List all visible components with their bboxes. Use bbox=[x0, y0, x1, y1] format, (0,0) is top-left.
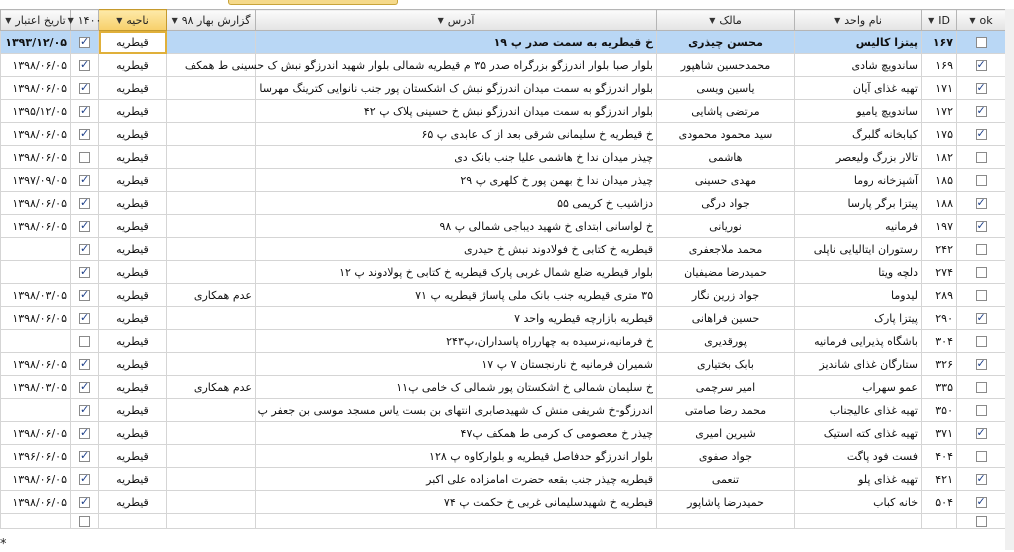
report-cell[interactable] bbox=[167, 422, 256, 445]
unit-cell[interactable]: پیتزا کالیس bbox=[795, 31, 922, 54]
unit-cell[interactable]: عمو سهراب bbox=[795, 376, 922, 399]
checkbox-ok-cell[interactable] bbox=[957, 123, 1006, 146]
owner-cell[interactable]: سید محمود محمودی bbox=[657, 123, 795, 146]
checked-checkbox[interactable] bbox=[79, 37, 90, 48]
col-header-label: مالک bbox=[719, 13, 742, 27]
report-cell[interactable] bbox=[167, 468, 256, 491]
new-record-cell[interactable] bbox=[795, 514, 922, 529]
address-cell[interactable]: بلوار اندرزگو به سمت میدان اندرزگو نبش ک اشکستان پور جنب نانوایی کترینگ مهرسا bbox=[256, 77, 657, 100]
toolbar-strip bbox=[0, 0, 1014, 9]
col-header-1400[interactable] bbox=[67, 10, 102, 31]
table-row[interactable] bbox=[1, 261, 1006, 284]
checked-checkbox[interactable] bbox=[976, 221, 987, 232]
report-cell[interactable] bbox=[167, 169, 256, 192]
id-cell[interactable]: ۲۸۹ bbox=[922, 284, 957, 307]
checked-checkbox[interactable] bbox=[79, 175, 90, 186]
checked-checkbox[interactable] bbox=[976, 428, 987, 439]
report-cell[interactable] bbox=[167, 238, 256, 261]
address-cell[interactable]: اندرزگو-خ شریفی منش ک شهیدصابری انتهای بن بست یاس مسجد موسی بن جعفر پ bbox=[256, 399, 657, 422]
checked-checkbox[interactable] bbox=[79, 244, 90, 255]
owner-cell[interactable]: تنعمی bbox=[657, 468, 795, 491]
owner-cell[interactable]: بابک بختیاری bbox=[657, 353, 795, 376]
checked-checkbox[interactable] bbox=[79, 221, 90, 232]
checkbox-1400-cell[interactable] bbox=[71, 123, 99, 146]
checkbox-1400-cell[interactable] bbox=[71, 330, 99, 353]
owner-cell[interactable]: جواد درگی bbox=[657, 192, 795, 215]
address-cell[interactable]: بلوار اندرزگو به سمت میدان اندرزگو نبش خ حسینی پلاک پ ۴۲ bbox=[256, 100, 657, 123]
new-record-cell[interactable] bbox=[99, 514, 167, 529]
col-header-label: تاریخ اعتبار bbox=[15, 13, 66, 27]
checked-checkbox[interactable] bbox=[79, 359, 90, 370]
table-row[interactable] bbox=[1, 238, 1006, 261]
unit-cell[interactable]: تهیه غذای کته استیک bbox=[795, 422, 922, 445]
region-cell[interactable]: قیطریه bbox=[99, 468, 167, 491]
checkbox-ok-cell[interactable] bbox=[957, 215, 1006, 238]
col-header-label: ۱۴۰۰ bbox=[77, 13, 102, 27]
region-cell[interactable]: قیطریه bbox=[99, 31, 167, 54]
region-cell[interactable]: قیطریه bbox=[99, 77, 167, 100]
region-cell[interactable]: قیطریه bbox=[99, 422, 167, 445]
unchecked-checkbox[interactable] bbox=[79, 336, 90, 347]
region-cell[interactable]: قیطریه bbox=[99, 491, 167, 514]
address-cell[interactable]: قیطریه خ کتابی خ فولادوند نبش خ حیدری bbox=[256, 238, 657, 261]
table-row[interactable] bbox=[1, 169, 1006, 192]
region-cell[interactable]: قیطریه bbox=[99, 215, 167, 238]
address-cell[interactable]: بلوار قیطریه ضلع شمال غربی پارک قیطریه خ کتابی خ پولادوند پ ۱۲ bbox=[256, 261, 657, 284]
region-cell[interactable]: قیطریه bbox=[99, 192, 167, 215]
owner-cell[interactable]: حسین فراهانی bbox=[657, 307, 795, 330]
col-header-unit[interactable] bbox=[795, 10, 922, 31]
date-cell[interactable]: ۱۳۹۸/۰۶/۰۵ bbox=[1, 215, 71, 238]
table-row[interactable] bbox=[1, 31, 1006, 54]
owner-cell[interactable]: جواد زرین نگار bbox=[657, 284, 795, 307]
owner-cell[interactable]: شیرین امیری bbox=[657, 422, 795, 445]
table-row[interactable] bbox=[1, 192, 1006, 215]
address-cell[interactable]: خ سلیمان شمالی خ اشکستان پور شمالی ک خامی پ۱۱ bbox=[256, 376, 657, 399]
unit-cell[interactable]: دلچه ویتا bbox=[795, 261, 922, 284]
id-cell[interactable]: ۲۷۴ bbox=[922, 261, 957, 284]
owner-cell[interactable]: جواد صفوی bbox=[657, 445, 795, 468]
date-cell[interactable]: ۱۳۹۸/۰۶/۰۵ bbox=[1, 307, 71, 330]
unchecked-checkbox[interactable] bbox=[976, 244, 987, 255]
report-cell[interactable] bbox=[167, 123, 256, 146]
id-cell[interactable]: ۱۷۱ bbox=[922, 77, 957, 100]
date-cell[interactable]: ۱۳۹۷/۰۹/۰۵ bbox=[1, 169, 71, 192]
region-cell[interactable]: قیطریه bbox=[99, 146, 167, 169]
col-header-label: ID bbox=[938, 13, 950, 27]
id-cell[interactable]: ۳۲۶ bbox=[922, 353, 957, 376]
checked-checkbox[interactable] bbox=[79, 382, 90, 393]
col-header-report[interactable] bbox=[167, 10, 256, 31]
table-row[interactable] bbox=[1, 445, 1006, 468]
checked-checkbox[interactable] bbox=[79, 129, 90, 140]
unit-cell[interactable]: باشگاه پذیرایی فرمانیه bbox=[795, 330, 922, 353]
report-cell[interactable] bbox=[167, 31, 256, 54]
unchecked-checkbox[interactable] bbox=[976, 451, 987, 462]
owner-cell[interactable]: امیر سرچمی bbox=[657, 376, 795, 399]
report-cell[interactable] bbox=[167, 100, 256, 123]
checkbox-ok-cell[interactable] bbox=[957, 307, 1006, 330]
checkbox-1400-cell[interactable] bbox=[71, 468, 99, 491]
id-cell[interactable]: ۱۸۵ bbox=[922, 169, 957, 192]
checkbox-1400-cell[interactable] bbox=[71, 146, 99, 169]
report-cell[interactable] bbox=[167, 261, 256, 284]
col-header-label: گزارش بهار ۹۸ bbox=[181, 13, 251, 27]
id-cell[interactable]: ۲۹۰ bbox=[922, 307, 957, 330]
col-header-region[interactable] bbox=[99, 10, 167, 31]
unit-cell[interactable]: پیتزا پارک bbox=[795, 307, 922, 330]
checked-checkbox[interactable] bbox=[976, 313, 987, 324]
unit-cell[interactable]: کبابخانه گلبرگ bbox=[795, 123, 922, 146]
table-row[interactable] bbox=[1, 54, 1006, 77]
checkbox-ok-cell[interactable] bbox=[957, 491, 1006, 514]
table-row[interactable] bbox=[1, 399, 1006, 422]
checkbox-ok-cell[interactable] bbox=[957, 353, 1006, 376]
checkbox-1400-cell[interactable] bbox=[71, 422, 99, 445]
table-row[interactable] bbox=[1, 376, 1006, 399]
report-cell[interactable] bbox=[167, 399, 256, 422]
checked-checkbox[interactable] bbox=[79, 198, 90, 209]
checkbox-ok-cell[interactable] bbox=[957, 330, 1006, 353]
new-record-cell[interactable] bbox=[922, 514, 957, 529]
address-cell[interactable]: خ قیطریه به سمت صدر پ ۱۹ bbox=[256, 31, 657, 54]
report-cell[interactable] bbox=[167, 353, 256, 376]
new-record-cell[interactable] bbox=[957, 514, 1006, 529]
address-cell[interactable]: خ لواسانی ابتدای خ شهید دیباجی شمالی پ ۹۸ bbox=[256, 215, 657, 238]
owner-cell[interactable]: نوریانی bbox=[657, 215, 795, 238]
checked-checkbox[interactable] bbox=[976, 198, 987, 209]
address-cell[interactable]: خ فرمانیه،نرسیده به چهارراه پاسداران،پ۲۴۳ bbox=[256, 330, 657, 353]
datasheet-table bbox=[0, 9, 1006, 529]
checked-checkbox[interactable] bbox=[976, 106, 987, 117]
checkbox-1400-cell[interactable] bbox=[71, 215, 99, 238]
owner-cell[interactable]: محمدحسین شاهپور bbox=[657, 54, 795, 77]
dropdown-arrow-icon[interactable]: ▼ bbox=[834, 15, 841, 25]
dropdown-arrow-icon[interactable]: ▼ bbox=[709, 15, 716, 25]
header-row bbox=[1, 10, 1006, 31]
date-cell[interactable]: ۱۳۹۸/۰۶/۰۵ bbox=[1, 192, 71, 215]
unit-cell[interactable]: تهیه غذای آیان bbox=[795, 77, 922, 100]
region-cell[interactable]: قیطریه bbox=[99, 100, 167, 123]
unit-cell[interactable]: تالار بزرگ ولیعصر bbox=[795, 146, 922, 169]
address-cell[interactable]: قیطریه بازارچه قیطریه واحد ۷ bbox=[256, 307, 657, 330]
checked-checkbox[interactable] bbox=[79, 83, 90, 94]
unchecked-checkbox[interactable] bbox=[79, 516, 90, 527]
date-cell[interactable]: ۱۳۹۵/۱۲/۰۵ bbox=[1, 100, 71, 123]
unchecked-checkbox[interactable] bbox=[976, 516, 987, 527]
owner-cell[interactable]: هاشمی bbox=[657, 146, 795, 169]
address-cell[interactable]: چیذر میدان ندا خ بهمن پور خ کلهری پ ۲۹ bbox=[256, 169, 657, 192]
checkbox-ok-cell[interactable] bbox=[957, 192, 1006, 215]
id-cell[interactable]: ۲۴۲ bbox=[922, 238, 957, 261]
sort-icon[interactable]: ▼ bbox=[928, 15, 935, 25]
unit-cell[interactable]: پیتزا برگر پارسا bbox=[795, 192, 922, 215]
unit-cell[interactable]: تهیه غذای عالیجناب bbox=[795, 399, 922, 422]
date-cell[interactable]: ۱۳۹۸/۰۶/۰۵ bbox=[1, 54, 71, 77]
table-row[interactable] bbox=[1, 491, 1006, 514]
dropdown-arrow-icon[interactable]: ▼ bbox=[171, 15, 178, 25]
region-cell[interactable]: قیطریه bbox=[99, 123, 167, 146]
id-cell[interactable]: ۱۷۵ bbox=[922, 123, 957, 146]
report-cell[interactable] bbox=[167, 215, 256, 238]
checkbox-1400-cell[interactable] bbox=[71, 261, 99, 284]
ribbon-tab-edge[interactable] bbox=[228, 0, 398, 5]
table-row[interactable] bbox=[1, 468, 1006, 491]
new-record-cell[interactable] bbox=[71, 514, 99, 529]
table-row[interactable] bbox=[1, 422, 1006, 445]
checkbox-1400-cell[interactable] bbox=[71, 31, 99, 54]
address-cell[interactable]: ۳۵ متری قیطریه جنب بانک ملی پاساژ قیطریه پ ۷۱ bbox=[256, 284, 657, 307]
address-cell[interactable]: دزاشیب خ کریمی ۵۵ bbox=[256, 192, 657, 215]
date-cell[interactable] bbox=[1, 330, 71, 353]
checked-checkbox[interactable] bbox=[79, 313, 90, 324]
new-record-row[interactable] bbox=[1, 514, 1006, 529]
checked-checkbox[interactable] bbox=[976, 497, 987, 508]
checked-checkbox[interactable] bbox=[79, 428, 90, 439]
region-cell[interactable]: قیطریه bbox=[99, 284, 167, 307]
date-cell[interactable]: ۱۳۹۸/۰۶/۰۵ bbox=[1, 77, 71, 100]
region-cell[interactable]: قیطریه bbox=[99, 376, 167, 399]
address-cell[interactable]: قیطریه چیذر جنب بقعه حضرت امامزاده علی اکبر bbox=[256, 468, 657, 491]
checkbox-1400-cell[interactable] bbox=[71, 192, 99, 215]
id-cell[interactable]: ۱۶۹ bbox=[922, 54, 957, 77]
checkbox-ok-cell[interactable] bbox=[957, 468, 1006, 491]
address-cell[interactable]: قیطریه خ شهیدسلیمانی غربی خ حکمت پ ۷۴ bbox=[256, 491, 657, 514]
unchecked-checkbox[interactable] bbox=[976, 267, 987, 278]
checkbox-ok-cell[interactable] bbox=[957, 445, 1006, 468]
checked-checkbox[interactable] bbox=[79, 405, 90, 416]
unit-cell[interactable]: ساندویچ یامیو bbox=[795, 100, 922, 123]
report-cell[interactable]: عدم همکاری bbox=[167, 376, 256, 399]
owner-cell[interactable]: محمد رضا صامتی bbox=[657, 399, 795, 422]
checkbox-ok-cell[interactable] bbox=[957, 261, 1006, 284]
checked-checkbox[interactable] bbox=[976, 60, 987, 71]
checkbox-1400-cell[interactable] bbox=[71, 445, 99, 468]
address-cell[interactable]: بلوار اندرزگو حدفاصل قیطریه و بلوارکاوه پ ۱۲۸ bbox=[256, 445, 657, 468]
id-cell[interactable]: ۳۰۴ bbox=[922, 330, 957, 353]
date-cell[interactable]: ۱۳۹۸/۰۶/۰۵ bbox=[1, 353, 71, 376]
col-header-label: ناحیه bbox=[126, 13, 149, 27]
unit-cell[interactable]: رستوران ایتالیایی ناپلی bbox=[795, 238, 922, 261]
date-cell[interactable]: ۱۳۹۸/۰۳/۰۵ bbox=[1, 376, 71, 399]
unchecked-checkbox[interactable] bbox=[79, 152, 90, 163]
col-header-label: ok bbox=[979, 13, 993, 27]
unchecked-checkbox[interactable] bbox=[976, 290, 987, 301]
id-cell[interactable]: ۱۸۸ bbox=[922, 192, 957, 215]
address-cell[interactable]: چیذر میدان ندا خ هاشمی علیا جنب بانک دی bbox=[256, 146, 657, 169]
date-cell[interactable]: ۱۳۹۸/۰۶/۰۵ bbox=[1, 468, 71, 491]
unit-cell[interactable]: فرمانیه bbox=[795, 215, 922, 238]
unchecked-checkbox[interactable] bbox=[976, 382, 987, 393]
owner-cell[interactable]: یاسین ویسی bbox=[657, 77, 795, 100]
dropdown-arrow-icon[interactable]: ▼ bbox=[67, 15, 74, 25]
region-cell[interactable]: قیطریه bbox=[99, 307, 167, 330]
checkbox-ok-cell[interactable] bbox=[957, 238, 1006, 261]
table-row[interactable] bbox=[1, 353, 1006, 376]
date-cell[interactable] bbox=[1, 238, 71, 261]
checkbox-ok-cell[interactable] bbox=[957, 284, 1006, 307]
checkbox-1400-cell[interactable] bbox=[71, 353, 99, 376]
table-row[interactable] bbox=[1, 100, 1006, 123]
unit-cell[interactable]: ساندویچ شادی bbox=[795, 54, 922, 77]
report-cell[interactable] bbox=[167, 491, 256, 514]
table-row[interactable] bbox=[1, 77, 1006, 100]
dropdown-arrow-icon[interactable]: ▼ bbox=[437, 15, 444, 25]
id-cell[interactable]: ۳۵۰ bbox=[922, 399, 957, 422]
checkbox-1400-cell[interactable] bbox=[71, 491, 99, 514]
col-header-date[interactable] bbox=[1, 10, 71, 31]
new-record-cell[interactable] bbox=[1, 514, 71, 529]
unchecked-checkbox[interactable] bbox=[976, 336, 987, 347]
vertical-scrollbar[interactable] bbox=[1005, 9, 1014, 550]
checkbox-ok-cell[interactable] bbox=[957, 399, 1006, 422]
unit-cell[interactable]: خانه کباب bbox=[795, 491, 922, 514]
owner-cell[interactable]: محمد ملاجعفری bbox=[657, 238, 795, 261]
checkbox-ok-cell[interactable] bbox=[957, 77, 1006, 100]
date-cell[interactable]: ۱۳۹۶/۰۶/۰۵ bbox=[1, 445, 71, 468]
id-cell[interactable]: ۴۰۴ bbox=[922, 445, 957, 468]
checked-checkbox[interactable] bbox=[79, 497, 90, 508]
region-cell[interactable]: قیطریه bbox=[99, 399, 167, 422]
owner-cell[interactable]: حمیدرضا مضیفیان bbox=[657, 261, 795, 284]
id-cell[interactable]: ۳۳۵ bbox=[922, 376, 957, 399]
checked-checkbox[interactable] bbox=[79, 60, 90, 71]
checked-checkbox[interactable] bbox=[976, 359, 987, 370]
table-row[interactable] bbox=[1, 307, 1006, 330]
id-cell[interactable]: ۳۷۱ bbox=[922, 422, 957, 445]
address-cell[interactable]: شمیران فرمانیه خ نارنجستان ۷ پ ۱۷ bbox=[256, 353, 657, 376]
checked-checkbox[interactable] bbox=[976, 83, 987, 94]
region-cell[interactable]: قیطریه bbox=[99, 353, 167, 376]
checkbox-ok-cell[interactable] bbox=[957, 100, 1006, 123]
col-header-label: آدرس bbox=[447, 13, 475, 27]
unit-cell[interactable]: تهیه غذای پلو bbox=[795, 468, 922, 491]
checkbox-1400-cell[interactable] bbox=[71, 376, 99, 399]
checkbox-1400-cell[interactable] bbox=[71, 77, 99, 100]
id-cell[interactable]: ۵۰۴ bbox=[922, 491, 957, 514]
checkbox-1400-cell[interactable] bbox=[71, 100, 99, 123]
col-header-id[interactable] bbox=[922, 10, 957, 31]
region-cell[interactable]: قیطریه bbox=[99, 445, 167, 468]
report-cell[interactable] bbox=[167, 146, 256, 169]
address-cell[interactable]: چیذر خ معصومی ک کرمی ط همکف پ۴۷ bbox=[256, 422, 657, 445]
region-cell[interactable]: قیطریه bbox=[99, 169, 167, 192]
date-cell[interactable]: ۱۳۹۸/۰۶/۰۵ bbox=[1, 123, 71, 146]
unit-cell[interactable]: لیدوما bbox=[795, 284, 922, 307]
unit-cell[interactable]: آشپزخانه روما bbox=[795, 169, 922, 192]
new-record-cell[interactable] bbox=[256, 514, 657, 529]
id-cell[interactable]: ۴۲۱ bbox=[922, 468, 957, 491]
checked-checkbox[interactable] bbox=[976, 129, 987, 140]
new-record-cell[interactable] bbox=[657, 514, 795, 529]
table-row[interactable] bbox=[1, 284, 1006, 307]
unit-cell[interactable]: فست فود پاگت bbox=[795, 445, 922, 468]
unchecked-checkbox[interactable] bbox=[976, 405, 987, 416]
report-cell[interactable] bbox=[167, 445, 256, 468]
col-header-ok[interactable] bbox=[957, 10, 1006, 31]
owner-cell[interactable]: حمیدرضا پاشاپور bbox=[657, 491, 795, 514]
checkbox-ok-cell[interactable] bbox=[957, 376, 1006, 399]
report-cell[interactable]: عدم همکاری bbox=[167, 284, 256, 307]
col-header-address[interactable] bbox=[256, 10, 657, 31]
filter-icon[interactable]: ▼ bbox=[116, 15, 123, 25]
checked-checkbox[interactable] bbox=[79, 474, 90, 485]
checkbox-1400-cell[interactable] bbox=[71, 284, 99, 307]
checkbox-1400-cell[interactable] bbox=[71, 307, 99, 330]
checkbox-1400-cell[interactable] bbox=[71, 54, 99, 77]
checkbox-1400-cell[interactable] bbox=[71, 169, 99, 192]
checkbox-ok-cell[interactable] bbox=[957, 169, 1006, 192]
date-cell[interactable]: ۱۳۹۳/۱۲/۰۵ bbox=[1, 31, 71, 54]
report-cell[interactable] bbox=[167, 77, 256, 100]
datasheet-grid bbox=[0, 9, 1014, 550]
unit-cell[interactable]: ستارگان غذای شاندیز bbox=[795, 353, 922, 376]
date-cell[interactable]: ۱۳۹۸/۰۶/۰۵ bbox=[1, 146, 71, 169]
checked-checkbox[interactable] bbox=[976, 474, 987, 485]
date-cell[interactable] bbox=[1, 399, 71, 422]
table-row[interactable] bbox=[1, 146, 1006, 169]
col-header-label: نام واحد bbox=[844, 13, 882, 27]
region-cell[interactable]: قیطریه bbox=[99, 330, 167, 353]
table-row[interactable] bbox=[1, 123, 1006, 146]
id-cell[interactable]: ۱۶۷ bbox=[922, 31, 957, 54]
checkbox-1400-cell[interactable] bbox=[71, 238, 99, 261]
region-cell[interactable]: قیطریه bbox=[99, 261, 167, 284]
region-cell[interactable]: قیطریه bbox=[99, 238, 167, 261]
dropdown-arrow-icon[interactable]: ▼ bbox=[5, 15, 12, 25]
owner-cell[interactable]: مهدی حسینی bbox=[657, 169, 795, 192]
checkbox-ok-cell[interactable] bbox=[957, 54, 1006, 77]
checkbox-ok-cell[interactable] bbox=[957, 31, 1006, 54]
checkbox-1400-cell[interactable] bbox=[71, 399, 99, 422]
owner-cell[interactable]: محسن چیذری bbox=[657, 31, 795, 54]
id-cell[interactable]: ۱۸۲ bbox=[922, 146, 957, 169]
date-cell[interactable] bbox=[1, 261, 71, 284]
id-cell[interactable]: ۱۷۲ bbox=[922, 100, 957, 123]
new-record-marker: * bbox=[0, 537, 7, 552]
checked-checkbox[interactable] bbox=[79, 106, 90, 117]
table-body bbox=[1, 31, 1006, 529]
address-cell[interactable]: بلوار صبا بلوار اندرزگو بزرگراه صدر ۳۵ م قیطریه شمالی بلوار شهید اندرزگو نبش ک حسینی ط همکف bbox=[256, 54, 657, 77]
unchecked-checkbox[interactable] bbox=[976, 152, 987, 163]
checked-checkbox[interactable] bbox=[79, 267, 90, 278]
region-cell[interactable]: قیطریه bbox=[99, 54, 167, 77]
id-cell[interactable]: ۱۹۷ bbox=[922, 215, 957, 238]
checked-checkbox[interactable] bbox=[79, 290, 90, 301]
date-cell[interactable]: ۱۳۹۸/۰۶/۰۵ bbox=[1, 491, 71, 514]
col-header-owner[interactable] bbox=[657, 10, 795, 31]
checkbox-ok-cell[interactable] bbox=[957, 146, 1006, 169]
date-cell[interactable]: ۱۳۹۸/۰۳/۰۵ bbox=[1, 284, 71, 307]
checkbox-ok-cell[interactable] bbox=[957, 422, 1006, 445]
unchecked-checkbox[interactable] bbox=[976, 37, 987, 48]
owner-cell[interactable]: پورقدیری bbox=[657, 330, 795, 353]
report-cell[interactable] bbox=[167, 307, 256, 330]
owner-cell[interactable]: مرتضی پاشایی bbox=[657, 100, 795, 123]
table-row[interactable] bbox=[1, 215, 1006, 238]
dropdown-arrow-icon[interactable]: ▼ bbox=[969, 15, 976, 25]
address-cell[interactable]: خ قیطریه خ سلیمانی شرقی بعد از ک عابدی پ ۶۵ bbox=[256, 123, 657, 146]
report-cell[interactable] bbox=[167, 330, 256, 353]
table-row[interactable] bbox=[1, 330, 1006, 353]
report-cell[interactable] bbox=[167, 192, 256, 215]
date-cell[interactable]: ۱۳۹۸/۰۶/۰۵ bbox=[1, 422, 71, 445]
new-record-cell[interactable] bbox=[167, 514, 256, 529]
checked-checkbox[interactable] bbox=[79, 451, 90, 462]
unchecked-checkbox[interactable] bbox=[976, 175, 987, 186]
